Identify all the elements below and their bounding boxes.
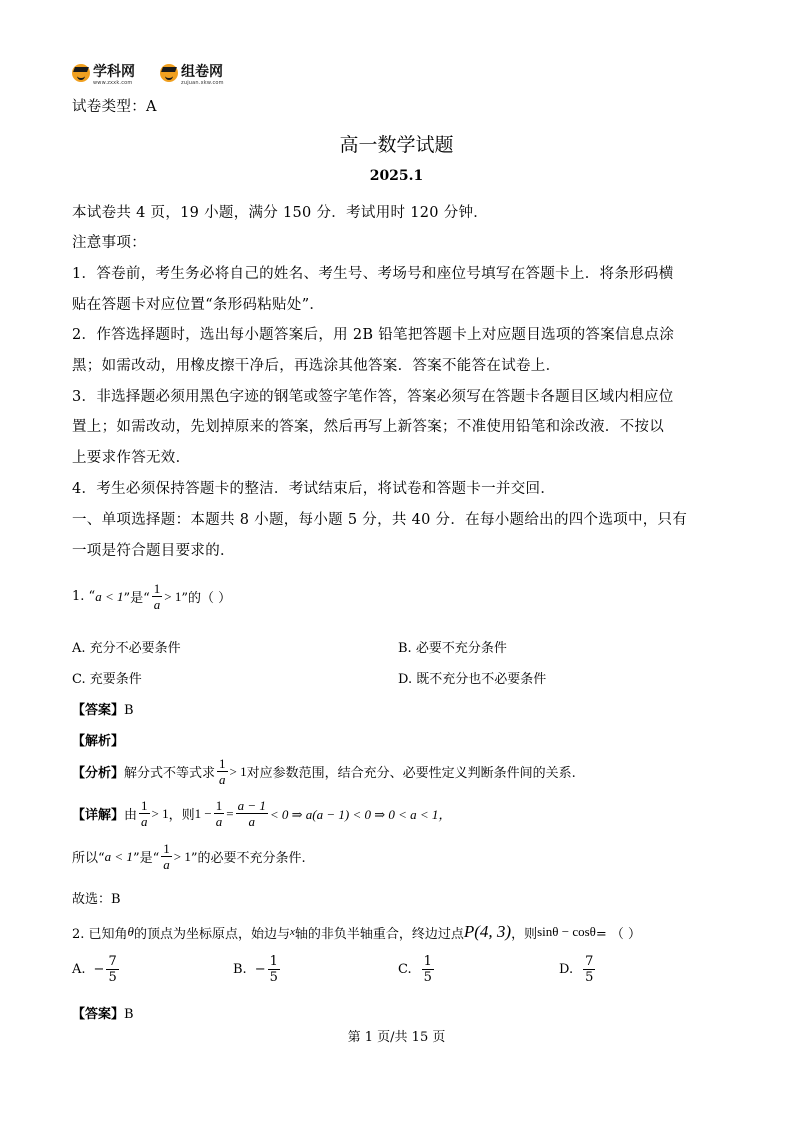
paper-type: 试卷类型：A	[72, 99, 157, 115]
q1-fenxi	[72, 757, 576, 786]
page-footer: 第 1 页/共 15 页	[347, 1030, 446, 1045]
q1-suffix: ”的（ ）	[181, 591, 232, 606]
exam-date: 2025.1	[369, 168, 424, 184]
q1-fenxi-post: 对应参数范围，结合充分、必要性定义判断条件间的关系.	[246, 766, 576, 781]
q2-option-d	[559, 955, 597, 984]
q1-xiangjie-fraction-1	[139, 799, 150, 828]
q2-c-den: 5	[423, 970, 432, 985]
q2-answer	[72, 1003, 134, 1022]
graduation-cap-icon	[160, 64, 178, 82]
q1-frac-den: a	[153, 597, 161, 612]
notice-1-line-2: 贴在答题卡对应位置“条形码粘贴处”．	[72, 297, 325, 313]
q2-text-mid2: 轴的非负半轴重合，终边过点	[294, 926, 464, 942]
q1-xiangjie-tail: < 0 ⇒ a(a − 1) < 0 ⇒ 0 < a < 1，	[269, 807, 452, 822]
q1-answer-value: B	[124, 703, 134, 718]
q1-answer	[72, 699, 134, 718]
q2-theta: θ	[127, 924, 134, 939]
q2-c-num: 1	[423, 954, 432, 969]
q1-xiangjie-pre: 由	[124, 808, 138, 823]
q2-option-d-label: D.	[559, 962, 574, 977]
logo-right-text: 组卷网	[181, 63, 223, 80]
intro-text: 本试卷共 4 页，19 小题，满分 150 分．考试用时 120 分钟．	[72, 205, 489, 221]
q2-d-den: 5	[585, 970, 594, 985]
q1-xiangjie-fraction-3	[236, 799, 268, 828]
q2-option-a-label: A.	[72, 962, 86, 977]
q1-option-c: C. 充要条件	[72, 672, 142, 687]
logo-left-text: 学科网	[93, 63, 135, 80]
q1-frac-num: 1	[153, 581, 161, 596]
q2-option-b-sign: −	[254, 962, 266, 977]
q1-xiangjie-fraction-2	[214, 799, 225, 828]
q2-option-c-label: C.	[398, 962, 412, 977]
notice-3-line-3: 上要求作答无效．	[72, 450, 191, 466]
notice-title: 注意事项：	[72, 235, 146, 251]
zujuanwang-logo	[160, 62, 224, 84]
q2-option-a-fraction	[106, 955, 118, 984]
q2-d-num: 7	[585, 954, 594, 969]
q2-text-end: = （ ）	[595, 926, 642, 942]
q2-option-b-fraction	[268, 955, 280, 984]
q1-suoyi-post: ”的必要不充分条件.	[190, 851, 306, 866]
q1-prefix: 1. “	[72, 589, 96, 604]
q1-cond1: a < 1	[95, 588, 124, 604]
q1-suoyi-frac-den: a	[163, 857, 170, 872]
q1-xiangjie-then: ，则	[168, 808, 195, 823]
q1-suoyi-fraction	[161, 842, 172, 871]
q1-option-b: B. 必要不充分条件	[398, 641, 507, 656]
q2-a-num: 7	[108, 954, 117, 969]
q1-mid: ”是“	[123, 591, 150, 606]
q1-xj-frac2-den: a	[215, 814, 223, 829]
q2-text-mid1: 的顶点为坐标原点，始边与	[133, 926, 290, 942]
q1-cond2-rest: > 1	[164, 588, 182, 604]
notice-4-line-1: 4．考生必须保持答题卡的整洁．考试结束后，将试卷和答题卡一并交回．	[72, 481, 556, 497]
q1-xiangjie-gt1: > 1	[151, 805, 169, 821]
q1-xiangjie-eq: =	[226, 805, 234, 821]
q1-xj-frac2-num: 1	[215, 798, 223, 813]
q1-xj-frac3-num: a − 1	[237, 798, 266, 813]
q1-xj-frac1-den: a	[141, 814, 148, 829]
q1-analysis-label: 【解析】	[72, 734, 125, 749]
q1-option-a: A. 充分不必要条件	[72, 641, 181, 656]
q2-option-c	[398, 955, 436, 984]
q1-option-d: D. 既不充分也不必要条件	[398, 672, 547, 687]
q1-fenxi-frac-num: 1	[219, 756, 226, 771]
notice-2-line-2: 黑；如需改动，用橡皮擦干净后，再选涂其他答案．答案不能答在试卷上．	[72, 358, 561, 374]
q2-option-b	[233, 955, 282, 984]
q1-xiangjie-label: 【详解】	[72, 808, 125, 823]
q1-xj-frac1-num: 1	[141, 798, 148, 813]
q2-option-b-label: B.	[233, 962, 247, 977]
q1-fenxi-fraction	[217, 757, 228, 786]
q2-a-den: 5	[108, 970, 117, 985]
q2-option-d-fraction	[583, 955, 595, 984]
q1-fenxi-pre: 解分式不等式求	[124, 766, 216, 781]
q2-option-a	[72, 955, 121, 984]
q2-option-c-fraction	[422, 955, 434, 984]
q1-fenxi-gt1: > 1	[229, 763, 247, 779]
q1-suoyi-cond1: a < 1	[104, 848, 133, 864]
q2-option-a-sign: −	[93, 962, 105, 977]
q1-suoyi-gt1: > 1	[173, 848, 191, 864]
q1-answer-label: 【答案】	[72, 703, 125, 718]
q1-xj-frac3-den: a	[236, 813, 268, 828]
q1-fenxi-frac-den: a	[219, 772, 226, 787]
q2-point: P(4, 3)	[463, 922, 512, 941]
q2-text-mid3: ，则	[511, 926, 538, 942]
notice-2-line-1: 2．作答选择题时，选出每小题答案后，用 2B 铅笔把答题卡上对应题目选项的答案信息点涂	[72, 327, 675, 343]
graduation-cap-icon	[72, 64, 90, 82]
q1-guxuan: 故选：B	[72, 892, 121, 907]
q2-x-var: x	[289, 926, 295, 938]
logo-right-url: zujuan.xkw.com	[181, 79, 224, 86]
xuekewang-logo	[72, 62, 135, 84]
section-1-line-2: 一项是符合题目要求的．	[72, 543, 235, 559]
q2-b-den: 5	[269, 970, 278, 985]
question-2-stem	[72, 922, 641, 942]
q2-answer-label: 【答案】	[72, 1007, 125, 1022]
q1-suoyi	[72, 842, 306, 871]
q1-xiangjie	[72, 799, 451, 828]
q2-expr: sinθ − cosθ	[537, 924, 596, 939]
notice-3-line-2: 置上；如需改动，先划掉原来的答案，然后再写上新答案；不准使用铅笔和涂改液．不按以	[72, 419, 664, 435]
section-1-line-1: 一、单项选择题：本题共 8 小题，每小题 5 分，共 40 分．在每小题给出的四个选项中，只有	[72, 512, 688, 528]
q2-text-pre: 2. 已知角	[72, 926, 128, 942]
notice-3-line-1: 3．非选择题必须用黑色字迹的钢笔或签字笔作答，答案必须写在答题卡各题目区域内相应位	[72, 389, 674, 405]
q1-suoyi-pre: 所以“	[72, 851, 105, 866]
q1-suoyi-mid: ”是“	[132, 851, 160, 866]
q1-xiangjie-one-minus: 1 −	[194, 805, 212, 821]
q1-fenxi-label: 【分析】	[72, 766, 125, 781]
question-1-stem	[72, 582, 231, 611]
q1-suoyi-frac-num: 1	[163, 841, 170, 856]
q2-b-num: 1	[269, 954, 278, 969]
q2-answer-value: B	[124, 1007, 134, 1022]
logo-left-url: www.zxxk.com	[93, 79, 133, 86]
notice-1-line-1: 1．答卷前，考生务必将自己的姓名、考生号、考场号和座位号填写在答题卡上．将条形码横	[72, 266, 674, 282]
q1-fraction	[152, 582, 163, 611]
page-title: 高一数学试题	[339, 134, 454, 156]
